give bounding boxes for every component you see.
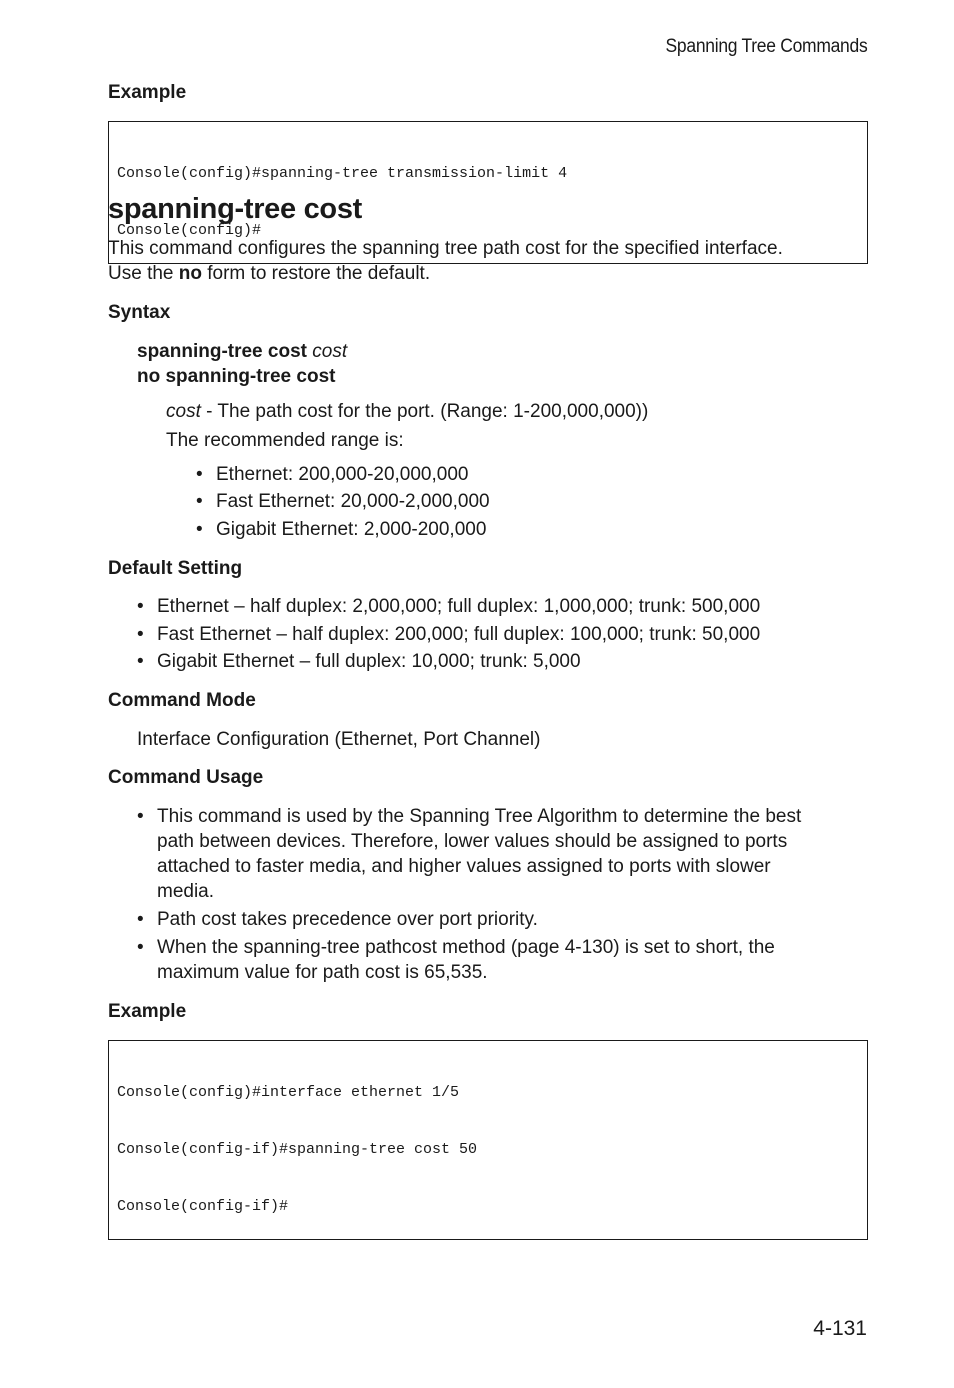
syntax-line-1 <box>137 339 347 364</box>
recommended-range-label: The recommended range is: <box>166 430 404 451</box>
usage-text <box>157 804 801 904</box>
range-text: Ethernet: 200,000-20,000,000 <box>216 464 469 485</box>
command-param: cost <box>312 341 348 362</box>
range-text: Gigabit Ethernet: 2,000-200,000 <box>216 519 487 540</box>
syntax-line-2: no spanning-tree cost <box>137 366 336 387</box>
usage-line: path between devices. Therefore, lower values should be assigned to ports <box>157 831 788 852</box>
command-keyword: spanning-tree cost <box>137 341 307 362</box>
no-keyword: no <box>178 263 202 284</box>
intro-text: form to restore the default. <box>201 263 431 284</box>
section-title: spanning-tree cost <box>108 193 363 225</box>
bullet: • <box>137 937 144 958</box>
intro-line-1: This command configures the spanning tree path cost for the specified interface. <box>108 238 783 259</box>
command-mode-text: Interface Configuration (Ethernet, Port Channel) <box>137 729 541 750</box>
usage-line: This command is used by the Spanning Tree Algorithm to determine the best <box>157 806 802 827</box>
code-line: Console(config)#spanning-tree transmission-limit 4 <box>117 165 568 182</box>
intro-line-2 <box>108 261 868 286</box>
syntax-block <box>137 339 347 389</box>
bullet: • <box>137 909 144 930</box>
code-block-bottom <box>108 1040 868 1240</box>
usage-line: attached to faster media, and higher values assigned to ports with slower <box>157 856 771 877</box>
param-description <box>166 401 648 423</box>
range-text: Fast Ethernet: 20,000-2,000,000 <box>216 491 490 512</box>
bullet: • <box>196 491 203 512</box>
bullet: • <box>196 519 203 540</box>
code-line: Console(config-if)#spanning-tree cost 50 <box>117 1141 478 1158</box>
usage-line: maximum value for path cost is 65,535. <box>157 962 488 983</box>
usage-text: Path cost takes precedence over port priority. <box>157 909 538 930</box>
example-heading-top: Example <box>108 82 187 103</box>
intro-text: Use the <box>108 263 179 284</box>
bullet: • <box>137 596 144 617</box>
default-text: Fast Ethernet – half duplex: 200,000; full duplex: 100,000; trunk: 50,000 <box>157 624 761 645</box>
command-mode-heading: Command Mode <box>108 690 256 711</box>
bullet: • <box>137 624 144 645</box>
code-line: Console(config-if)# <box>117 1198 289 1215</box>
code-line: Console(config)#interface ethernet 1/5 <box>117 1084 460 1101</box>
usage-line: When the spanning-tree pathcost method (page 4-130) is set to short, the <box>157 937 775 958</box>
usage-line: media. <box>157 881 215 902</box>
page-number: 4-131 <box>813 1317 867 1340</box>
command-usage-heading: Command Usage <box>108 767 264 788</box>
bullet: • <box>137 806 144 827</box>
bullet: • <box>137 651 144 672</box>
syntax-heading: Syntax <box>108 302 171 323</box>
intro-paragraph <box>108 236 868 286</box>
code-line: Console(config)# <box>117 222 262 239</box>
example-heading-bottom: Example <box>108 1001 187 1022</box>
running-header: Spanning Tree Commands <box>665 36 867 57</box>
default-text: Ethernet – half duplex: 2,000,000; full duplex: 1,000,000; trunk: 500,000 <box>157 596 761 617</box>
default-text: Gigabit Ethernet – full duplex: 10,000; trunk: 5,000 <box>157 651 581 672</box>
default-setting-heading: Default Setting <box>108 558 243 579</box>
param-text: - The path cost for the port. (Range: 1-200,000,000)) <box>200 401 649 422</box>
usage-text <box>157 935 775 985</box>
param-name: cost <box>166 401 201 422</box>
bullet: • <box>196 464 203 485</box>
